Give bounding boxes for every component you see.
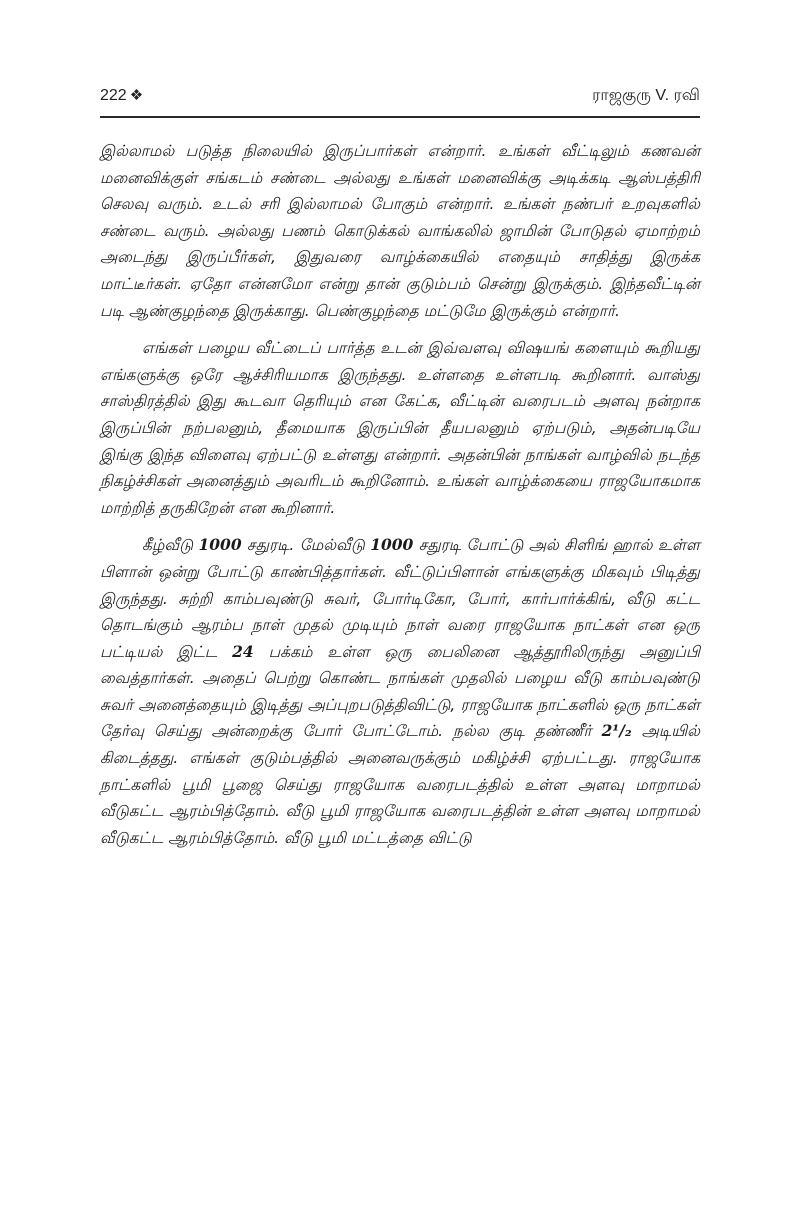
text-segment: சதுரடி போட்டு அல் சிளிங் ஹால் உள்ள பிளான் ஒன்று போட்டு காண்பித்தார்கள். வீட்டுப்பிளான் எங்களுக்கு மிகவும் பிடித்து இருந்தது. சுற்றி காம்பவுண்டு சுவர், போர்டிகோ, போர், கார்பார்க்கிங், வீடு கட்ட தொடங்கும் ஆரம்ப நாள் முதல் முடியும் நாள் வரை ராஜயோக நாட்கள் என ஒரு பட்டியல் இட்ட	[100, 536, 700, 661]
numeric-value: 1000	[370, 535, 414, 555]
paragraph-1: இல்லாமல் படுத்த நிலையில் இருப்பார்கள் என்றார். உங்கள் வீட்டிலும் கணவன் மனைவிக்குள் சங்கடம் சண்டை அல்லது உங்கள் மனைவிக்கு அடிக்கடி ஆஸ்பத்திரி செலவு வரும். உடல் சரி இல்லாமல் போகும் என்றார். உங்கள் நண்பர் உறவுகளில் சண்டை வரும். அல்லது பணம் கொடுக்கல் வாங்கலில் ஜாமின் போடுதல் ஏமாற்றம் அடைந்து இருப்பீர்கள், இதுவரை வாழ்க்கையில் எதையும் சாதித்து இருக்க மாட்டீர்கள். ஏதோ என்னமோ என்று தான் குடும்பம் சென்று இருக்கும். இந்தவீட்டின் படி ஆண்குழந்தை இருக்காது. பெண்குழந்தை மட்டுமே இருக்கும் என்றார்.	[100, 142, 700, 320]
text-segment: பக்கம் உள்ள ஒரு பைலினை ஆத்தூரிலிருந்து அனுப்பி வைத்தார்கள். அதைப் பெற்று கொண்ட நாங்கள் முதலில் பழைய வீடு காம்பவுண்டு சுவர் அனைத்தையும் இடித்து அப்புறபடுத்திவிட்டு, ராஜயோக நாட்களில் ஒரு நாட்கள் தேர்வு செய்து அன்றைக்கு போர் போட்டோம். நல்ல குடி தண்ணீர்	[100, 642, 700, 741]
page-number	[100, 86, 143, 105]
numeric-value: 1000	[198, 535, 242, 555]
page-header	[100, 84, 700, 110]
body-text	[100, 138, 700, 851]
numeric-value: 24	[232, 641, 254, 661]
header-rule	[100, 116, 700, 118]
text-segment: கீழ்வீடு	[142, 536, 199, 555]
text-segment: அடியில் கிடைத்தது. எங்கள் குடும்பத்தில் அனைவருக்கும் மகிழ்ச்சி ஏற்பட்டது. ராஜயோக நாட்களில் பூமி பூஜை செய்து ராஜயோக வரைபடத்தில் உள்ள அளவு மாறாமல் வீடுகட்ட ஆரம்பித்தோம். வீடு பூமி ராஜயோக வரைபடத்தின் உள்ள அளவு மாறாமல் வீடுகட்ட ஆரம்பித்தோம். வீடு பூமி மட்டத்தை விட்டு	[100, 722, 700, 847]
paragraph-2: எங்கள் பழைய வீட்டைப் பார்த்த உடன் இவ்வளவு விஷயங் களையும் கூறியது எங்களுக்கு ஒரே ஆச்சிரியமாக இருந்தது. உள்ளதை உள்ளபடி கூறினார். வாஸ்து சாஸ்திரத்தில் இது கூடவா தெரியும் என கேட்க, வீட்டின் வரைபடம் அளவு நன்றாக இருப்பின் நற்பலனும், தீமையாக இருப்பின் தீயபலனும் ஏற்படும், அதன்படியே இங்கு இந்த விளைவு ஏற்பட்டு உள்ளது என்றார். அதன்பின் நாங்கள் வாழ்வில் நடந்த நிகழ்ச்சிகள் அனைத்தும் அவரிடம் கூறினோம். உங்கள் வாழ்க்கையை ராஜயோகமாக மாற்றித் தருகிறேன் என கூறினார்.	[100, 339, 700, 517]
ornament-icon: ❖	[129, 87, 144, 104]
numeric-value: 2¹/₂	[601, 721, 632, 741]
running-title: ராஜகுரு V. ரவி	[592, 87, 700, 104]
page-number-text: 222	[100, 87, 127, 104]
paragraph-3	[100, 532, 700, 851]
text-segment: சதுரடி. மேல்வீடு	[241, 536, 371, 555]
